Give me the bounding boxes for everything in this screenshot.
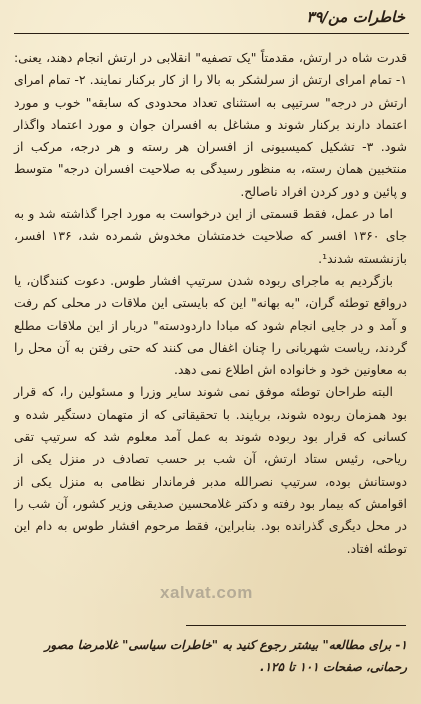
paragraph-4: البته طراحان توطئه موفق نمی شوند سایر وزرا و مسئولین را، که قرار بود همزمان ربوده شوند، بربایند. با تحقیقاتی که از متهمان دستگیر شده و کسانی که قرار بود ربوده شوند به عمل آمد معلوم شد که سرتیپ تقی ریاحی، رئیس ستاد ارتش، آن شب بر حسب تصادف در منزل یکی از دوستانش بوده، سرتیپ نصرالله مدبر فرماندار نظامی به منزل یکی از اقوامش که بیمار بود رفته و دکتر غلامحسین صدیقی وزیر کشور، آن شب را در محل دیگری گذرانده بود. بنابراین، فقط مرحوم افشار طوس به دام این توطئه افتاد. <box>14 384 407 556</box>
footnote-rule <box>186 625 406 626</box>
paragraph-3: بازگردیم به ماجرای ربوده شدن سرتیپ افشار طوس. دعوت کنندگان، یا درواقع توطئه گران، "به بهانه" این که بایستی این ملاقات در محلی کم رفت و آمد و در جایی انجام شود که مبادا داردودسته" دربار از این ملاقات مطلع گردند، ریاست شهربانی را چنان اغفال می کنند که حتی رفتن به آن محل را به معاونین خود و خانواده اش اطلاع نمی دهد. <box>14 272 407 378</box>
footnote <box>14 634 407 678</box>
paragraph-2: اما در عمل، فقط قسمتی از این درخواست به مورد اجرا گذاشته شد و به جای ۱۳۶۰ افسر که صلاحیت خدمتشان مخدوش شمرده شد، ۱۳۶ افسر، بازنشسته شدند¹. <box>14 206 407 266</box>
header-rule <box>14 33 409 34</box>
footnote-text: ۱- برای مطالعه" بیشتر رجوع کنید به "خاطرات سیاسی" غلامرضا مصور رحمانی، صفحات ۱۰۱ تا ۱۲۵. <box>44 638 407 674</box>
watermark: xalvat.com <box>160 583 253 602</box>
body-text <box>14 47 407 560</box>
page-header: خاطرات من/۳۹ <box>306 8 405 26</box>
paragraph-1: قدرت شاه در ارتش، مقدمتاً "یک تصفیه" انقلابی در ارتش انجام دهند، یعنی: ۱- تمام امرای ارتش از سرلشکر به بالا را از کار برکنار نمایند. ۲- تمام امرای ارتش در درجه" سرتیپی به استثنای تعداد محدودی که سابقه" خوب و مورد اعتماد دارند برکنار شوند و مشاغل به افسران جوان و مورد اعتماد واگذار شود. ۳- تشکیل کمیسیونی از افسران هر رسته و هر درجه، مرکب از منتخبین همان رسته، به منظور رسیدگی به صلاحیت افسران درجه" متوسط و پائین و دور کردن افراد ناصالح. <box>14 50 407 199</box>
